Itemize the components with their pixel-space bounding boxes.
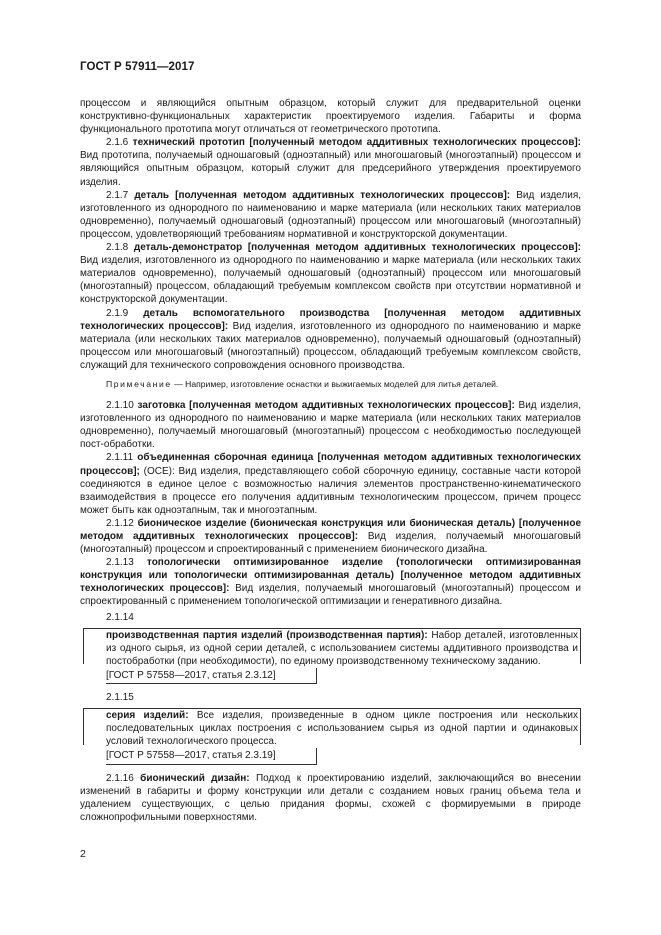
note <box>80 378 581 391</box>
term-2-1-9 <box>80 307 581 372</box>
page-number: 2 <box>80 848 86 860</box>
paragraph-continuation: процессом и являющийся опытным образцом, который служит для предварительной оценки конструктивно-функциональных характеристик проектируемого изделия. Габариты и форма функционального прототипа могут отличаться от геометрического прототипа. <box>80 98 581 136</box>
term-title: деталь-демонстратор [полученная методом аддитивных технологических процессов]: <box>133 242 582 254</box>
term-definition: Вид изделия, получаемый многошаговый (многоэтапный) процессом и спроектированный с применением топологической оптимизации и генеративного дизайна. <box>80 583 582 608</box>
term-definition: Вид прототипа, получаемый одношаговый (одноэтапный) или многошаговый (многоэтапный) процессом и являющийся опытным образцом, который служит для предсерийного утверждения проектируемого изделия. <box>80 150 581 188</box>
term-number-2-1-14: 2.1.14 <box>106 611 134 623</box>
quoted-term-box-2-1-15 <box>83 708 581 766</box>
note-label: Примечание <box>106 378 172 389</box>
term-definition: Вид изделия, изготовленного из однородного по наименованию и марке материала (или нескольких таких материалов одновременно), получаемый одношаговый (одноэтапный) процессом или многошаговый (многоэтапный) процессом, обладающий требуемым комплексом свойств при отсутствии нормативной и конструкторской документации. <box>80 255 581 306</box>
term-definition: Вид изделия, изготовленного из однородного по наименованию и марке материала (или нескольких таких материалов одновременно), получаемый одношаговый (одноэтапный) процессом или многошаговый (многоэтапный) процессом, удовлетворяющий требованиям нормативной и конструкторской документации. <box>80 189 582 240</box>
term-definition: Все изделия, произведенные в одном цикле построения или нескольких последовательных циклах построения с использованием сырья из одной партии и одинаковых условий технологического процесса. <box>106 710 579 748</box>
term-2-1-16 <box>80 772 581 824</box>
term-title: бионический дизайн: <box>140 772 250 784</box>
term-2-1-8 <box>80 241 581 306</box>
term-number: 2.1.16 <box>106 772 134 784</box>
term-2-1-11 <box>80 451 581 516</box>
reference-wrap <box>83 668 317 684</box>
term-number: 2.1.13 <box>106 557 134 569</box>
term-2-1-6 <box>80 136 581 188</box>
quoted-term <box>106 629 578 668</box>
quoted-term <box>106 709 578 748</box>
term-title: объединенная сборочная единица [полученная методом аддитивных технологических процессов]; <box>80 452 581 477</box>
term-definition: Вид изделия, изготовленного из однородного по наименованию и марке материала (или нескольких таких материалов одновременно), получаемый многошаговый (многоэтапный) процессом с необходимостью последующей пост-обработки. <box>80 400 581 451</box>
note-text: — Например, изготовление оснастки и выжигаемых моделей для литья деталей. <box>171 378 499 389</box>
document-header: ГОСТ Р 57911—2017 <box>80 61 195 73</box>
quoted-term-box-2-1-14 <box>83 628 581 686</box>
reference-wrap <box>83 748 317 764</box>
term-2-1-13 <box>80 556 581 608</box>
term-title: технический прототип [полученный методом аддитивных технологических процессов]: <box>132 137 581 149</box>
document-body <box>80 97 581 824</box>
term-definition: Набор деталей, изготовленных из одного сырья, из одной серии деталей, с использованием системы аддитивного производства и постобработки (при необходимости), по единому производственному техническому заданию. <box>106 629 579 667</box>
term-title: деталь [полученная методом аддитивных технологических процессов]: <box>134 189 511 201</box>
term-title: производственная партия изделий (производственная партия): <box>106 629 428 641</box>
term-2-1-10 <box>80 399 581 451</box>
term-number: 2.1.8 <box>106 242 129 254</box>
source-reference: [ГОСТ Р 57558—2017, статья 2.3.19] <box>106 748 317 764</box>
term-2-1-7 <box>80 189 581 241</box>
term-definition: Вид изделия, получаемый многошаговый (многоэтапный) процессом и спроектированный с применением бионического дизайна. <box>80 531 581 556</box>
term-title: бионическое изделие (бионическая конструкция или бионическая деталь) [полученное методом аддитивных технологических процессов]: <box>80 517 581 542</box>
source-reference: [ГОСТ Р 57558—2017, статья 2.3.12] <box>106 668 317 684</box>
term-number: 2.1.7 <box>106 189 129 201</box>
term-title: деталь вспомогательного производства [полученная методом аддитивных технологических процессов]: <box>80 307 581 332</box>
term-number: 2.1.9 <box>106 307 129 319</box>
term-number-2-1-15: 2.1.15 <box>106 692 134 704</box>
term-number: 2.1.10 <box>106 400 134 412</box>
term-definition: Вид изделия, изготовленного из однородного по наименованию и марке материала (или нескольких таких материалов одновременно), получаемый одношаговый (одноэтапный) процессом или многошаговый (многоэтапный) процессом, обладающий требуемым комплексом свойств, служащий для технического сопровождения основного производства. <box>80 320 582 371</box>
term-number: 2.1.12 <box>106 517 134 529</box>
term-number: 2.1.11 <box>106 452 134 464</box>
term-2-1-12 <box>80 517 581 556</box>
term-title: заготовка [полученная методом аддитивных технологических процессов]: <box>137 400 515 412</box>
term-title: топологически оптимизированное изделие (топологически оптимизированная конструкция или топологически оптимизированная деталь) [полученное методом аддитивных технологических процессов]: <box>80 557 581 595</box>
term-definition: (ОСЕ): Вид изделия, представляющего собой сборочную единицу, составные части которой соединяются в единое целое с возможностью наличия элементов пространственно-кинематического взаимодействия в процессе его получения аддитивным технологическим процессом, причем процесс может быть как одноэтапным, так и многоэтапным. <box>80 465 581 516</box>
term-number: 2.1.6 <box>106 137 129 149</box>
term-definition: Подход к проектированию изделий, заключающийся во внесении изменений в габариты и форму конструкции или детали с созданием новых границ объема тела и удалением существующих, с целью придания формы, схожей с формируемыми в природе сложнопрофильными поверхностями. <box>80 772 581 823</box>
term-title: серия изделий: <box>106 710 189 722</box>
